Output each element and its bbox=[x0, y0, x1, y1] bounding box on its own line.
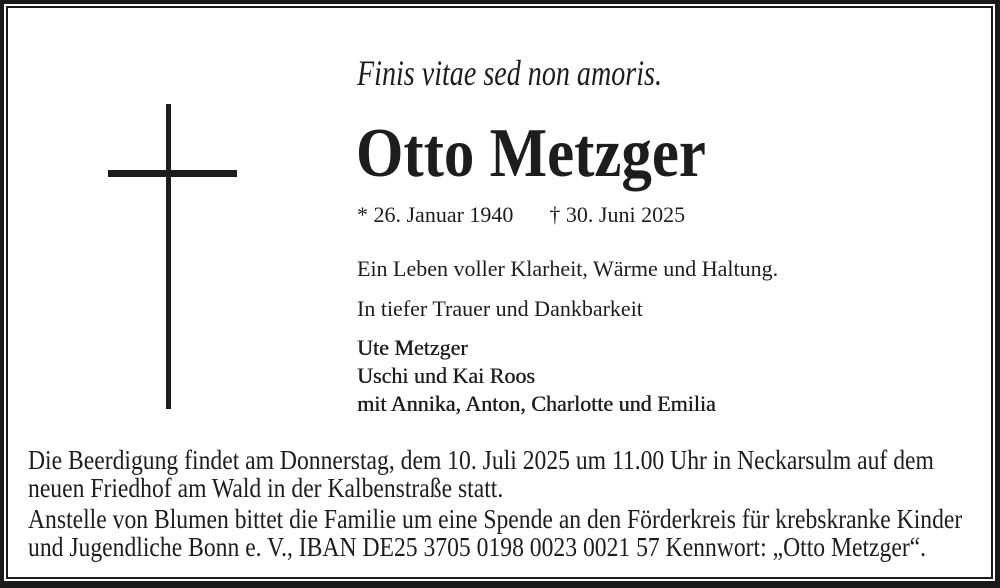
life-dates bbox=[357, 201, 685, 229]
birth-date: * 26. Januar 1940 bbox=[357, 202, 514, 227]
epitaph-line: Ein Leben voller Klarheit, Wärme und Haltung. bbox=[357, 256, 779, 281]
mourners-list bbox=[357, 334, 716, 418]
funeral-info bbox=[28, 446, 934, 502]
grief-intro: In tiefer Trauer und Dankbarkeit bbox=[357, 296, 643, 321]
mourner-line: Ute Metzger bbox=[357, 335, 468, 360]
funeral-info-line: Die Beerdigung findet am Donnerstag, dem 10. Juli 2025 um 11.00 Uhr in Neckarsulm auf dem bbox=[28, 445, 934, 475]
donation-info-line: Anstelle von Blumen bittet die Familie um eine Spende an den Förderkreis für krebskranke Kinder bbox=[28, 504, 963, 534]
donation-info bbox=[28, 505, 962, 561]
funeral-info-line: neuen Friedhof am Wald in der Kalbenstraße statt. bbox=[28, 473, 504, 503]
cross-vertical-bar bbox=[166, 104, 171, 409]
cross-horizontal-bar bbox=[108, 170, 237, 177]
deceased-name: Otto Metzger bbox=[356, 115, 706, 192]
death-date: † 30. Juni 2025 bbox=[549, 202, 686, 227]
donation-info-line: und Jugendliche Bonn e. V., IBAN DE25 3705 0198 0023 0021 57 Kennwort: „Otto Metzger“. bbox=[28, 532, 927, 562]
motto: Finis vitae sed non amoris. bbox=[357, 53, 662, 93]
mourner-line: Uschi und Kai Roos bbox=[357, 363, 535, 388]
mourner-line: mit Annika, Anton, Charlotte und Emilia bbox=[357, 391, 716, 416]
